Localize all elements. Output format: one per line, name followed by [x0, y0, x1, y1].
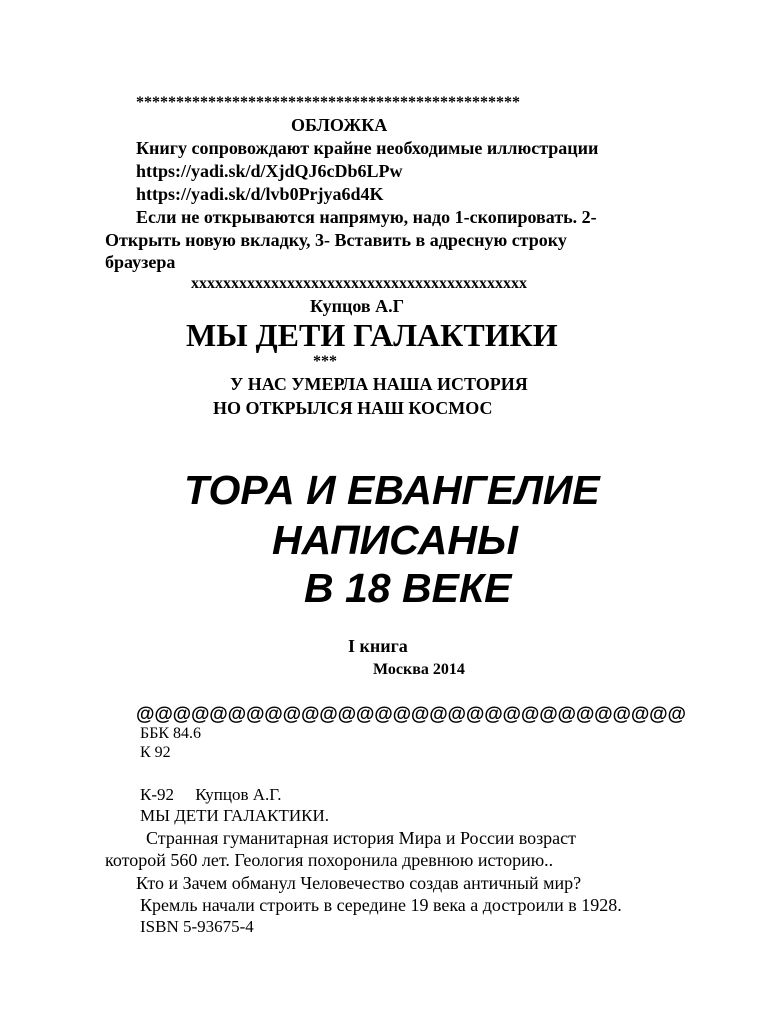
catalog-title: МЫ ДЕТИ ГАЛАКТИКИ.: [140, 806, 330, 825]
instruction-line-2: Открыть новую вкладку, 3- Вставить в адресную строку: [105, 230, 567, 250]
illustration-link-2[interactable]: https://yadi.sk/d/lvb0Prjya6d4K: [136, 184, 384, 204]
big-title-line-1: ТОРА И ЕВАНГЕЛИЕ: [184, 467, 600, 513]
big-title-line-2: НАПИСАНЫ: [272, 517, 518, 563]
description-line-3: Кто и Зачем обманул Человечество создав античный мир?: [136, 873, 582, 893]
x-divider: xxxxxxxxxxxxxxxxxxxxxxxxxxxxxxxxxxxxxxxxxx: [191, 275, 527, 292]
catalog-entry: К-92 Купцов А.Г.: [140, 785, 282, 804]
cover-label: ОБЛОЖКА: [291, 115, 388, 135]
subtitle-1: У НАС УМЕРЛА НАША ИСТОРИЯ: [230, 374, 528, 394]
isbn: ISBN 5-93675-4: [140, 917, 254, 936]
illustration-link-1[interactable]: https://yadi.sk/d/XjdQJ6cDb6LPw: [136, 161, 403, 181]
star-divider: ***: [313, 353, 337, 370]
illustrations-note: Книгу сопровождают крайне необходимые иллюстрации: [136, 138, 599, 158]
subtitle-2: НО ОТКРЫЛСЯ НАШ КОСМОС: [213, 398, 493, 418]
description-line-1: Странная гуманитарная история Мира и России возраст: [146, 828, 577, 848]
at-divider: @@@@@@@@@@@@@@@@@@@@@@@@@@@@@@: [136, 704, 686, 725]
catalog-code: К 92: [140, 744, 171, 761]
instruction-line-1: Если не открываются напрямую, надо 1-скопировать. 2-: [136, 207, 597, 227]
city-year: Москва 2014: [373, 661, 465, 678]
author: Купцов А.Г: [310, 296, 405, 316]
instruction-line-3: браузера: [105, 252, 176, 272]
stars-divider: ************************************************: [136, 94, 520, 111]
description-line-4: Кремль начали строить в середине 19 века а достроили в 1928.: [140, 895, 622, 915]
main-title: МЫ ДЕТИ ГАЛАКТИКИ: [186, 317, 558, 353]
big-title-line-3: В 18 ВЕКЕ: [304, 565, 512, 611]
book-number: I книга: [348, 636, 408, 656]
description-line-2: которой 560 лет. Геология похоронила древнюю историю..: [105, 850, 554, 870]
bbk-code: ББК 84.6: [140, 725, 202, 742]
